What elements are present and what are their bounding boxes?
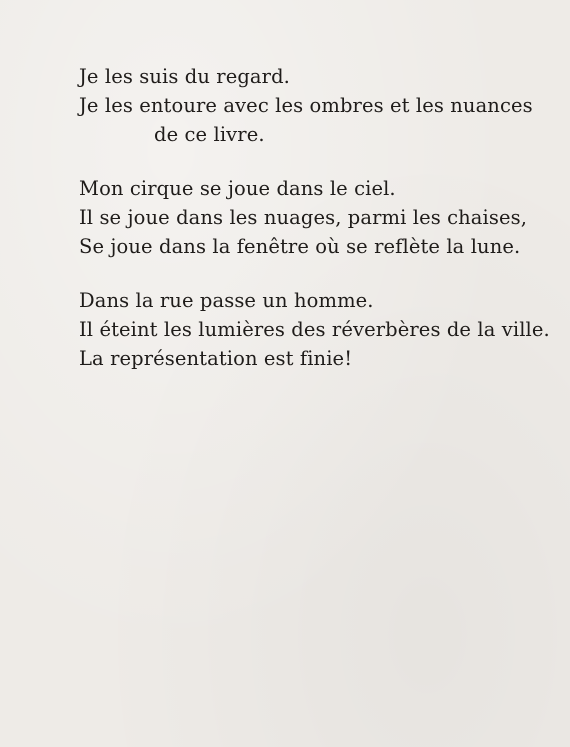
stanza-3 bbox=[79, 286, 550, 373]
poem-line-indented: de ce livre. bbox=[154, 123, 265, 146]
stanza-2 bbox=[79, 174, 527, 261]
stanza-1 bbox=[79, 62, 533, 149]
poem-line: Dans la rue passe un homme. bbox=[79, 289, 374, 312]
poem-line: Mon cirque se joue dans le ciel. bbox=[79, 177, 396, 200]
poem-line: Il se joue dans les nuages, parmi les chaises, bbox=[79, 206, 528, 229]
poem-line: Se joue dans la fenêtre où se reflète la lune. bbox=[79, 235, 521, 258]
poem-line: Je les entoure avec les ombres et les nuances bbox=[79, 94, 533, 117]
poem-line: Je les suis du regard. bbox=[79, 65, 290, 88]
poem-line: Il éteint les lumières des réverbères de la ville. bbox=[79, 318, 550, 341]
poem-line: La représentation est finie! bbox=[79, 347, 353, 370]
